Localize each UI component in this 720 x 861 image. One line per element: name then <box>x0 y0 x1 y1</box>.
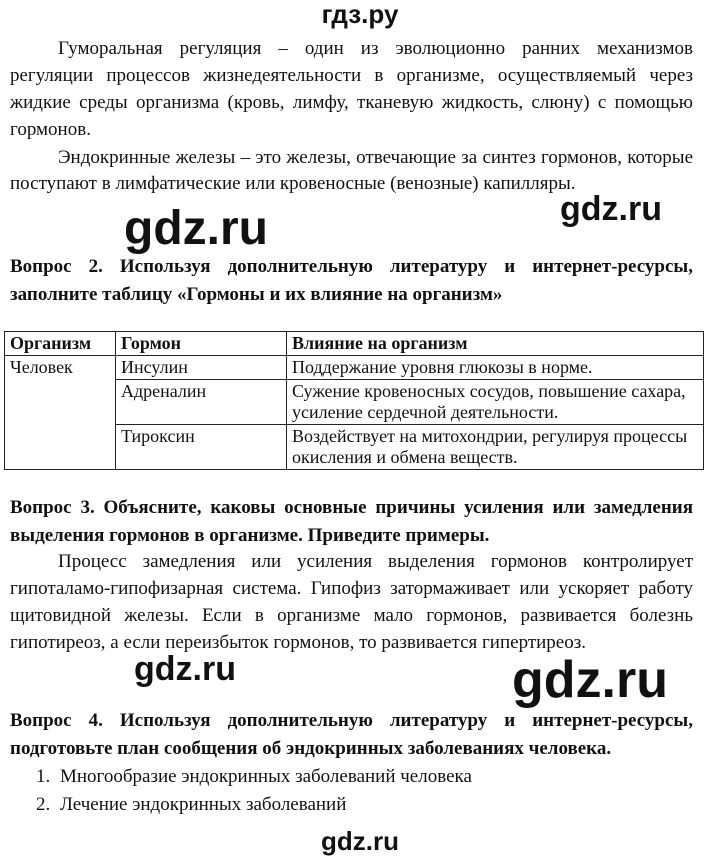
paragraph-endocrine-glands: Эндокринные железы – это железы, отвечающие за синтез гормонов, которые поступают в лимфатические или кровеносные (венозные) капилляры. <box>10 147 693 194</box>
cell-effect: Сужение кровеносных сосудов, повышение сахара, усиление сердечной деятельности. <box>287 380 704 425</box>
watermark-large-right: gdz.ru <box>512 651 668 709</box>
cell-effect: Воздействует на митохондрии, регулируя процессы окисления и обмена веществ. <box>287 425 704 470</box>
table-header-row <box>5 332 704 356</box>
watermark-large-left: gdz.ru <box>124 202 268 255</box>
question-4: Вопрос 4. Используя дополнительную литературу и интернет-ресурсы, подготовьте план сообщения об эндокринных заболеваниях человека. <box>10 710 693 759</box>
list-item-number: 2. <box>36 794 51 815</box>
table-row <box>5 356 704 380</box>
watermark-top: гдз.ру <box>321 0 399 29</box>
cell-hormone: Адреналин <box>116 380 287 425</box>
question-3: Вопрос 3. Объясните, каковы основные причины усиления или замедления выделения гормонов в организме. Приведите примеры. <box>10 497 693 546</box>
list-item <box>10 763 472 791</box>
watermark-right: gdz.ru <box>560 190 662 228</box>
cell-hormone: Инсулин <box>116 356 287 380</box>
cell-effect: Поддержание уровня глюкозы в норме. <box>287 356 704 380</box>
table-row <box>5 380 704 425</box>
header-effect: Влияние на организм <box>287 332 704 356</box>
cell-organism-empty <box>5 425 116 470</box>
cell-hormone: Тироксин <box>116 425 287 470</box>
table-row <box>5 425 704 470</box>
watermark-middle: gdz.ru <box>134 650 236 688</box>
cell-organism-empty <box>5 380 116 425</box>
message-plan-list <box>10 763 472 819</box>
question-2: Вопрос 2. Используя дополнительную литературу и интернет-ресурсы, заполните таблицу «Гормоны и их влияние на организм» <box>10 256 693 305</box>
cell-organism: Человек <box>5 356 116 380</box>
list-item-number: 1. <box>36 766 51 787</box>
watermark-bottom: gdz.ru <box>321 826 399 856</box>
list-item-text: Многообразие эндокринных заболеваний человека <box>60 766 472 787</box>
header-organism: Организм <box>5 332 116 356</box>
list-item-text: Лечение эндокринных заболеваний <box>60 794 347 815</box>
list-item <box>10 791 472 819</box>
paragraph-humoral-regulation: Гуморальная регуляция – один из эволюционно ранних механизмов регуляции процессов жизнедеятельности в организме, осуществляемый через жидкие среды организма (кровь, лимфу, тканевую жидкость, слюну) с помощью гормонов. <box>10 38 693 140</box>
header-hormone: Гормон <box>116 332 287 356</box>
hormones-table <box>4 331 704 470</box>
paragraph-hormone-control: Процесс замедления или усиления выделения гормонов контролирует гипоталамо-гипофизарная система. Гипофиз затормаживает или ускоряет работу щитовидной железы. Если в организме мало гормонов, развивается болезнь гипотиреоз, а если переизбыток гормонов, то развивается гипертиреоз. <box>10 551 693 653</box>
